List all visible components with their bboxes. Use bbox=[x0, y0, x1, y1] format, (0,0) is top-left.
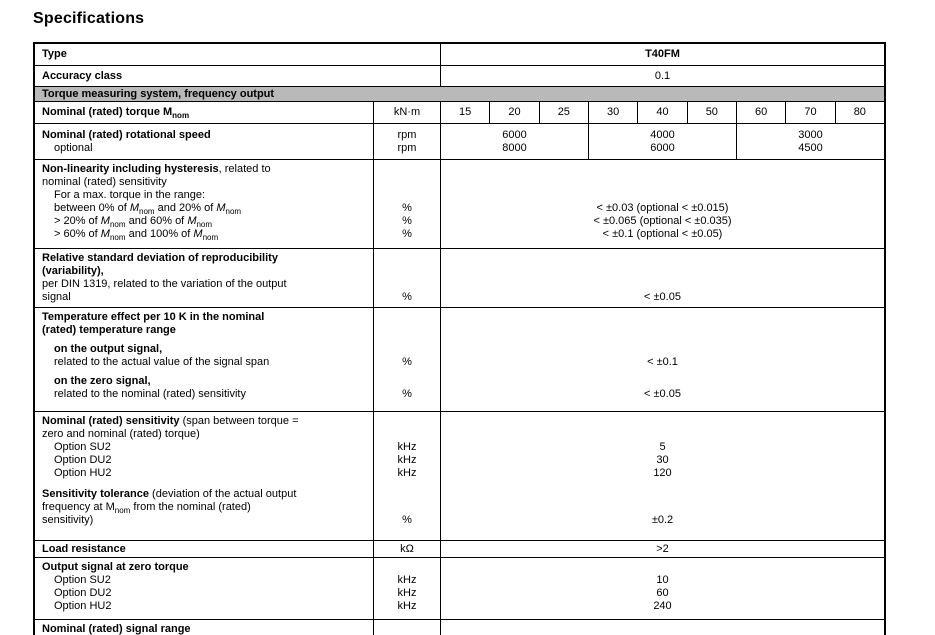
row-sensitivity-label bbox=[35, 412, 373, 540]
row-section-header bbox=[35, 86, 884, 101]
m-subscript: nom bbox=[114, 506, 131, 515]
range-text: and 60% of bbox=[125, 215, 188, 227]
torque-value-cell: 40 bbox=[637, 102, 686, 123]
zero-output-su2-value: 10 bbox=[656, 574, 669, 586]
nonlinearity-title-bold: Non-linearity including hysteresis bbox=[42, 163, 219, 175]
option-su2-label: Option SU2 bbox=[54, 574, 111, 586]
range-text: and 20% of bbox=[154, 202, 217, 214]
row-sensitivity bbox=[35, 411, 884, 540]
row-zero-output-values bbox=[440, 558, 884, 619]
unit-percent: % bbox=[402, 202, 412, 214]
row-temperature-values bbox=[440, 308, 884, 411]
temperature-zero-value: < ±0.05 bbox=[644, 388, 681, 400]
sensitivity-su2-value: 5 bbox=[659, 441, 666, 453]
unit-khz: kHz bbox=[397, 574, 417, 586]
unit-kohm: kΩ bbox=[373, 541, 440, 558]
row-clipped bbox=[35, 619, 884, 635]
row-zero-torque-output bbox=[35, 557, 884, 619]
tolerance-line2-text: frequency at M bbox=[42, 501, 115, 513]
unit-khz: kHz bbox=[397, 467, 417, 479]
tolerance-line2-text: from the nominal (rated) bbox=[130, 501, 251, 513]
row-nonlinearity-unit bbox=[373, 160, 440, 248]
tolerance-line3: sensitivity) bbox=[42, 514, 94, 526]
row-speed-label bbox=[35, 124, 373, 159]
row-speed-unit bbox=[373, 124, 440, 159]
row-rotational-speed bbox=[35, 123, 884, 159]
tolerance-title bbox=[42, 488, 367, 501]
temperature-title2: (rated) temperature range bbox=[42, 324, 176, 336]
torque-value-cell: 70 bbox=[785, 102, 834, 123]
speed-group-3 bbox=[736, 124, 884, 159]
range-text: > 20% of bbox=[54, 215, 101, 227]
reproducibility-line3: per DIN 1319, related to the variation of the output bbox=[42, 278, 287, 290]
tolerance-line2 bbox=[42, 501, 367, 514]
unit-percent: % bbox=[402, 215, 412, 227]
nonlinearity-range-3 bbox=[42, 228, 367, 241]
speed-nominal: 4000 bbox=[650, 128, 675, 141]
m-symbol: M bbox=[100, 215, 110, 227]
sensitivity-line2: zero and nominal (rated) torque) bbox=[42, 428, 200, 440]
option-du2-label: Option DU2 bbox=[54, 454, 112, 466]
row-reproducibility bbox=[35, 248, 884, 307]
tolerance-title-rest: (deviation of the actual output bbox=[149, 488, 297, 500]
row-zero-output-label bbox=[35, 558, 373, 619]
speed-label-optional: optional bbox=[54, 142, 93, 154]
row-reproducibility-unit bbox=[373, 249, 440, 307]
row-nominal-torque bbox=[35, 101, 884, 123]
sensitivity-hu2-value: 120 bbox=[653, 467, 672, 479]
sensitivity-title-rest: (span between torque = bbox=[179, 415, 299, 427]
reproducibility-line2: (variability), bbox=[42, 265, 104, 277]
row-sensitivity-unit bbox=[373, 412, 440, 540]
reproducibility-title: Relative standard deviation of reproducibility bbox=[42, 252, 278, 264]
row-zero-output-unit bbox=[373, 558, 440, 619]
row-temperature-unit bbox=[373, 308, 440, 411]
reproducibility-line4: signal bbox=[42, 291, 71, 303]
unit-percent: % bbox=[402, 388, 412, 400]
nonlinearity-value: < ±0.1 (optional < ±0.05) bbox=[602, 228, 723, 240]
nonlinearity-value: < ±0.03 (optional < ±0.015) bbox=[596, 202, 729, 214]
option-hu2-label: Option HU2 bbox=[54, 467, 112, 479]
row-nonlinearity-values bbox=[440, 160, 884, 248]
load-resistance-value: >2 bbox=[440, 541, 884, 558]
torque-value-cell: 80 bbox=[835, 102, 884, 123]
temperature-sub1-title: on the output signal, bbox=[54, 343, 163, 355]
m-symbol: M bbox=[100, 228, 110, 240]
clipped-value-cell bbox=[440, 620, 884, 635]
row-type-value: T40FM bbox=[440, 44, 884, 65]
m-symbol: M bbox=[187, 215, 197, 227]
sensitivity-title bbox=[42, 415, 367, 428]
unit-khz: kHz bbox=[397, 441, 417, 453]
torque-value-cell: 30 bbox=[588, 102, 637, 123]
row-nonlinearity-label bbox=[35, 160, 373, 248]
row-accuracy-class bbox=[35, 65, 884, 86]
nonlinearity-range-1 bbox=[42, 202, 367, 215]
speed-group-2 bbox=[588, 124, 736, 159]
torque-value-cell: 50 bbox=[687, 102, 736, 123]
torque-label-text: Nominal (rated) torque M bbox=[42, 106, 173, 118]
nonlinearity-title bbox=[42, 163, 367, 176]
torque-value-cell: 20 bbox=[489, 102, 538, 123]
row-non-linearity bbox=[35, 159, 884, 248]
nonlinearity-title-rest: , related to bbox=[218, 163, 271, 175]
tolerance-title-bold: Sensitivity tolerance bbox=[42, 488, 149, 500]
temperature-sub2-title: on the zero signal, bbox=[54, 375, 151, 387]
unit-percent: % bbox=[402, 291, 412, 303]
range-text: and 100% of bbox=[125, 228, 194, 240]
nonlinearity-line2: nominal (rated) sensitivity bbox=[42, 176, 167, 188]
nonlinearity-line3: For a max. torque in the range: bbox=[54, 189, 206, 201]
m-subscript: nom bbox=[109, 220, 126, 229]
row-torque-label bbox=[35, 102, 373, 123]
m-symbol: M bbox=[193, 228, 203, 240]
speed-group-1 bbox=[440, 124, 588, 159]
page-title: Specifications bbox=[33, 10, 145, 27]
speed-optional: 6000 bbox=[650, 141, 675, 154]
m-subscript: nom bbox=[139, 207, 155, 216]
temperature-output-value: < ±0.1 bbox=[647, 356, 678, 368]
unit-percent: % bbox=[402, 228, 412, 240]
option-su2-label: Option SU2 bbox=[54, 441, 111, 453]
temperature-sub1-desc: related to the actual value of the signal span bbox=[54, 356, 270, 368]
unit-khz: kHz bbox=[397, 454, 417, 466]
unit-percent: % bbox=[402, 514, 412, 526]
row-torque-unit: kN·m bbox=[373, 102, 440, 123]
torque-value-cell: 60 bbox=[736, 102, 785, 123]
row-type-label: Type bbox=[42, 48, 67, 60]
zero-output-du2-value: 60 bbox=[656, 587, 669, 599]
nonlinearity-value: < ±0.065 (optional < ±0.035) bbox=[593, 215, 732, 227]
clipped-row-label: Nominal (rated) signal range bbox=[42, 623, 191, 635]
unit-percent: % bbox=[402, 356, 412, 368]
row-reproducibility-label bbox=[35, 249, 373, 307]
m-subscript: nom bbox=[225, 207, 242, 216]
torque-label-subscript: nom bbox=[172, 111, 190, 120]
reproducibility-value: < ±0.05 bbox=[644, 291, 681, 303]
row-sensitivity-values bbox=[440, 412, 884, 540]
option-hu2-label: Option HU2 bbox=[54, 600, 112, 612]
row-type bbox=[35, 44, 884, 65]
speed-optional: 4500 bbox=[798, 141, 823, 154]
specifications-table bbox=[33, 42, 886, 635]
speed-unit-2: rpm bbox=[397, 141, 417, 154]
m-symbol: M bbox=[129, 202, 140, 214]
speed-unit-1: rpm bbox=[397, 128, 417, 141]
temperature-sub2-desc: related to the nominal (rated) sensitivity bbox=[54, 388, 246, 400]
tolerance-value: ±0.2 bbox=[651, 514, 674, 526]
unit-khz: kHz bbox=[397, 600, 417, 612]
m-subscript: nom bbox=[196, 220, 213, 229]
torque-value-cell: 15 bbox=[440, 102, 489, 123]
row-load-resistance bbox=[35, 540, 884, 557]
row-temperature-label bbox=[35, 308, 373, 411]
row-accuracy-value: 0.1 bbox=[440, 66, 884, 86]
temperature-title1: Temperature effect per 10 K in the nominal bbox=[42, 311, 265, 323]
clipped-unit-cell bbox=[373, 620, 440, 635]
sensitivity-title-bold: Nominal (rated) sensitivity bbox=[42, 415, 180, 427]
range-text: between 0% of bbox=[54, 202, 130, 214]
zero-output-hu2-value: 240 bbox=[653, 600, 672, 612]
torque-value-cell: 25 bbox=[539, 102, 588, 123]
speed-nominal: 6000 bbox=[502, 128, 527, 141]
option-du2-label: Option DU2 bbox=[54, 587, 112, 599]
row-load-label: Load resistance bbox=[42, 543, 126, 555]
row-temperature-effect bbox=[35, 307, 884, 411]
speed-optional: 8000 bbox=[502, 141, 527, 154]
row-accuracy-label: Accuracy class bbox=[42, 69, 123, 82]
range-text: > 60% of bbox=[54, 228, 101, 240]
m-subscript: nom bbox=[202, 233, 219, 242]
speed-nominal: 3000 bbox=[798, 128, 823, 141]
m-subscript: nom bbox=[109, 233, 126, 242]
zero-output-title: Output signal at zero torque bbox=[42, 561, 189, 573]
row-reproducibility-value bbox=[440, 249, 884, 307]
unit-khz: kHz bbox=[397, 587, 417, 599]
section-header-label: Torque measuring system, frequency output bbox=[35, 87, 884, 101]
nonlinearity-range-2 bbox=[42, 215, 367, 228]
m-symbol: M bbox=[216, 202, 226, 214]
speed-label-main: Nominal (rated) rotational speed bbox=[42, 129, 211, 141]
sensitivity-du2-value: 30 bbox=[656, 454, 669, 466]
